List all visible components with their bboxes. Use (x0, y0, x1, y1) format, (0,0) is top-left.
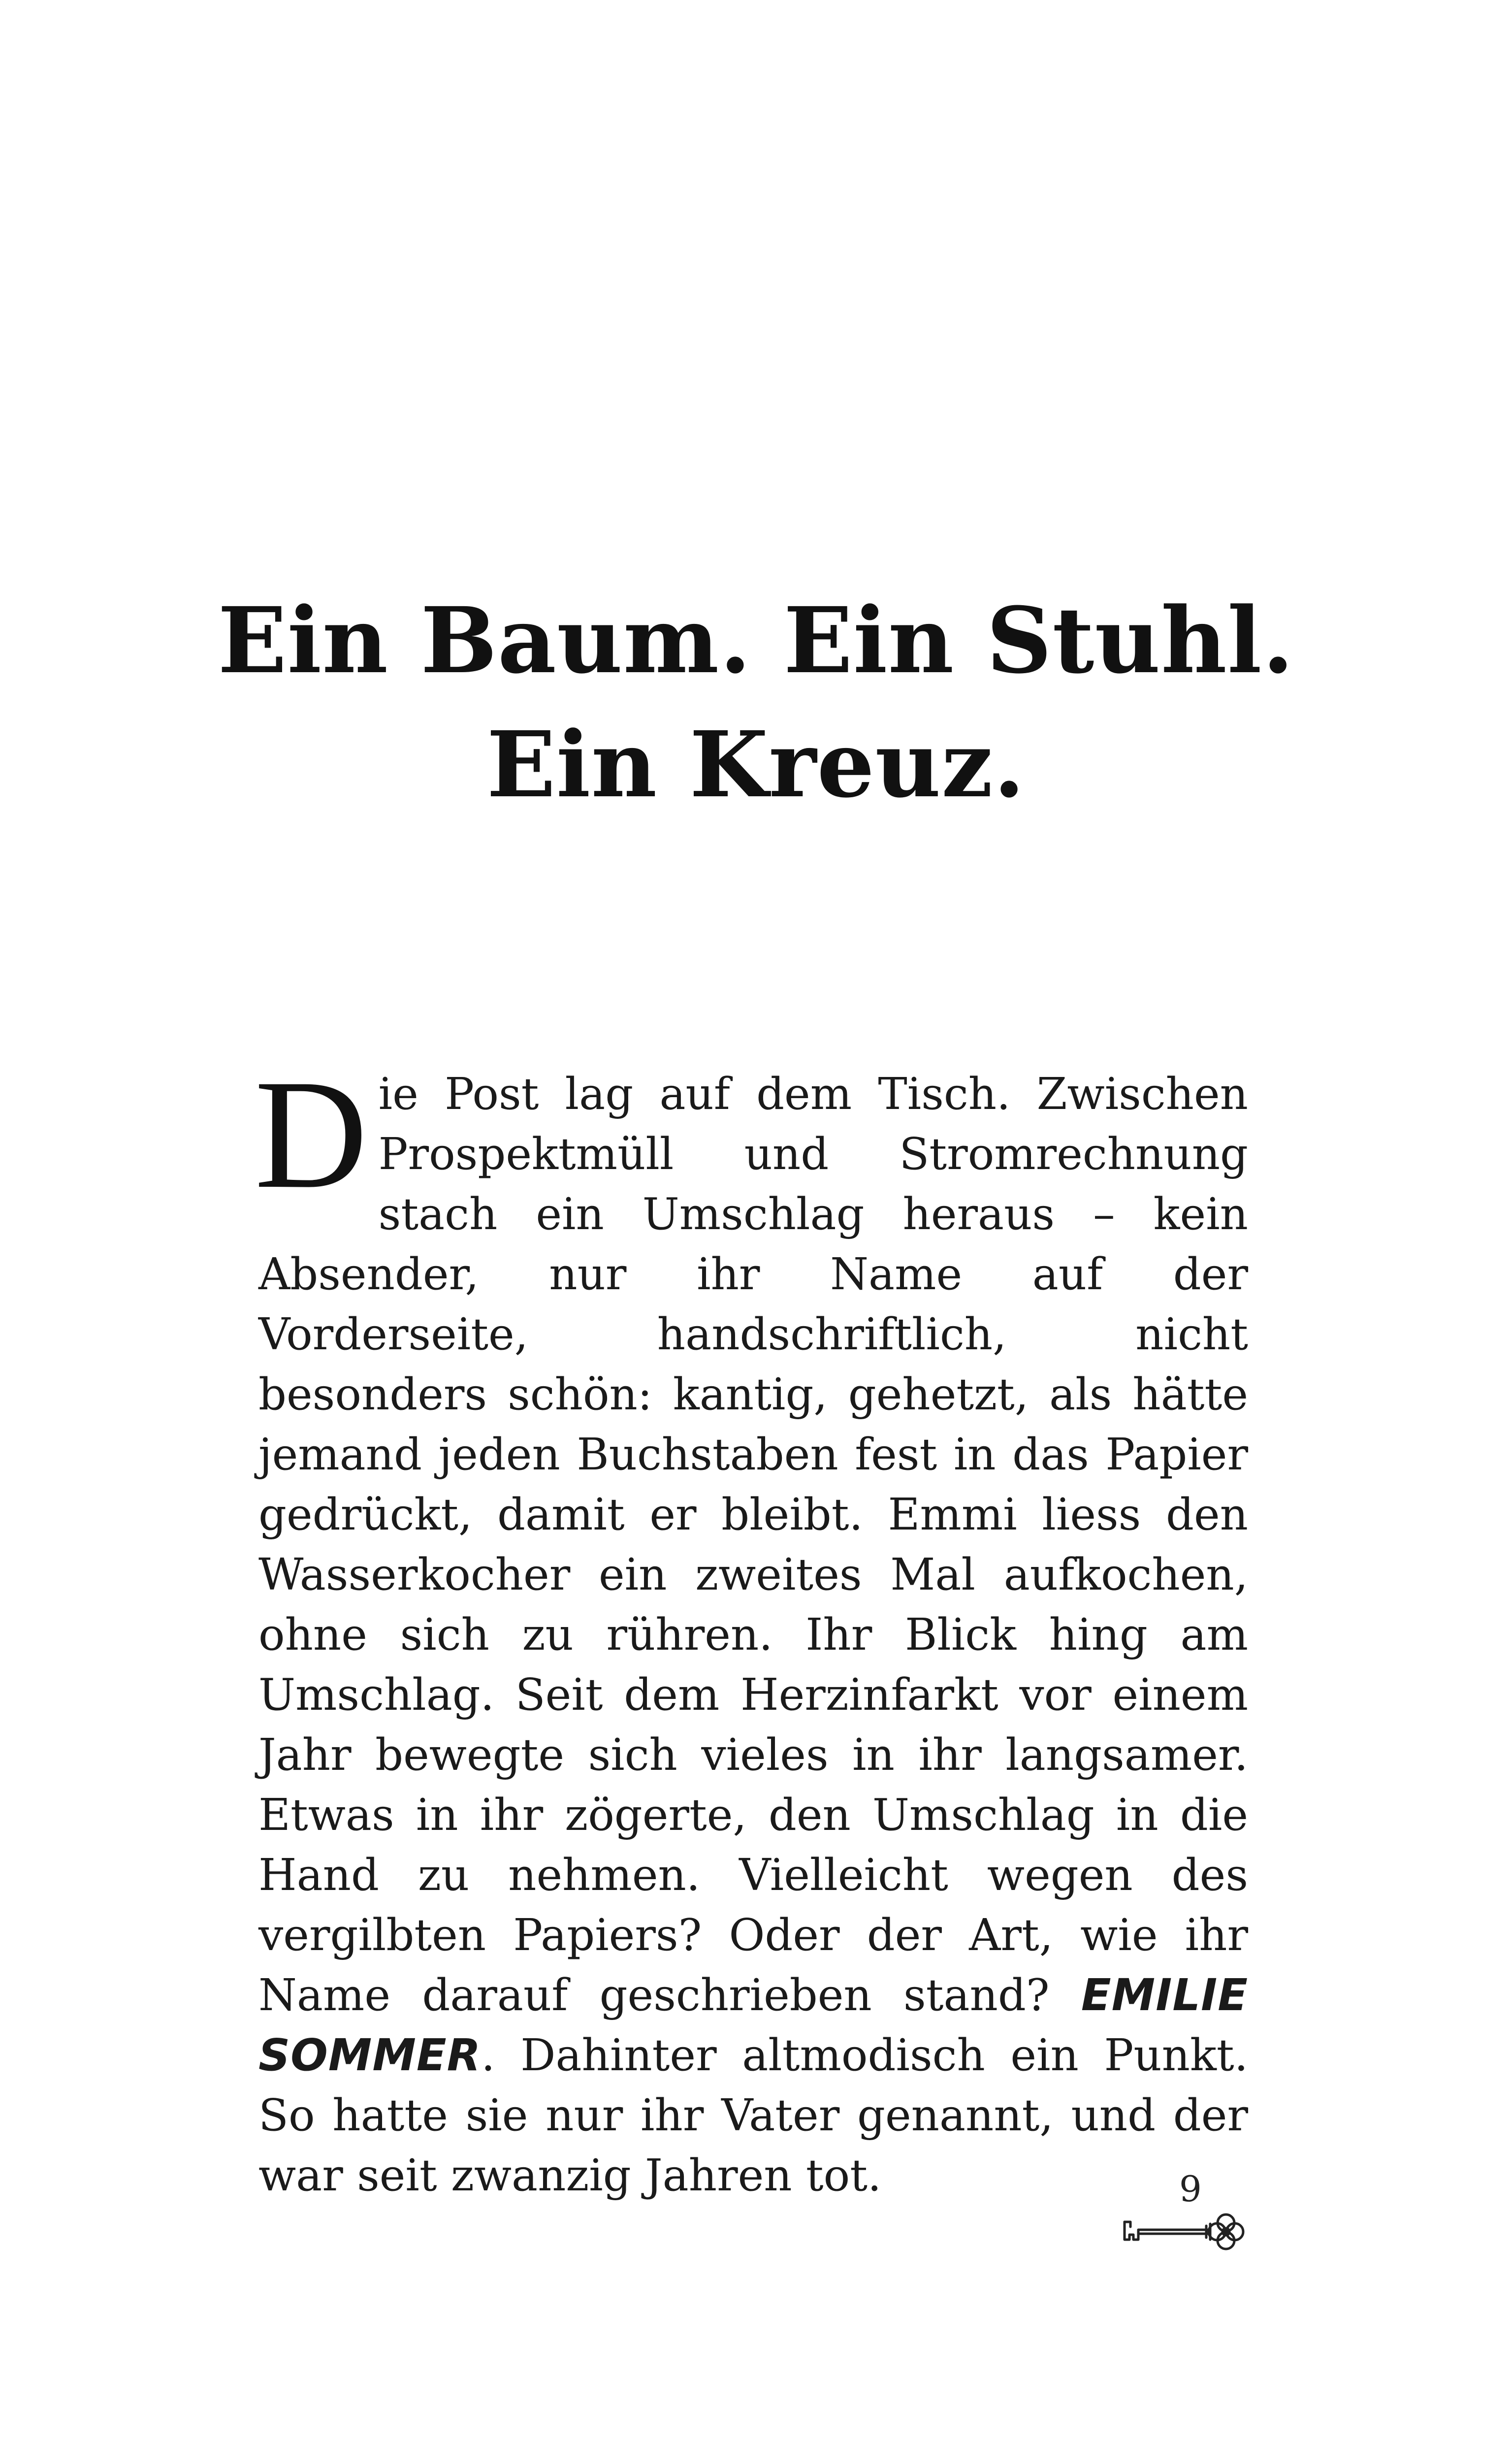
paragraph-text-end: . Dahinter altmodisch ein Punkt. So hatte sie nur ihr Vater genannt, und der war seit zwanzig Jahren tot. (258, 2029, 1248, 2201)
key-icon (1122, 2201, 1250, 2255)
emphasized-name: EMILIE SOMMER (258, 1969, 1248, 2081)
chapter-title-line-2: Ein Kreuz. (486, 712, 1026, 818)
drop-cap: D (255, 1047, 368, 1221)
body-paragraph (255, 1047, 1248, 2205)
chapter-title-line-1: Ein Baum. Ein Stuhl. (218, 587, 1294, 694)
chapter-title (0, 579, 1512, 827)
page-number: 9 (1179, 2168, 1202, 2210)
paragraph-text-start: ie Post lag auf dem Tisch. Zwischen Prospektmüll und Stromrechnung stach ein Umschlag heraus – kein Absender, nur ihr Name auf der Vorderseite, handschriftlich, nicht besonders schön: kantig, gehetzt, als hätte jemand jeden Buchstaben fest in das Papier gedrückt, damit er bleibt. Emmi liess den Wasserkocher ein zweites Mal aufkochen, ohne sich zu rühren. Ihr Blick hing am Umschlag. Seit dem Herzinfarkt vor einem Jahr bewegte sich vieles in ihr langsamer. Etwas in ihr zögerte, den Umschlag in die Hand zu nehmen. Vielleicht wegen des vergilbten Papiers? Oder der Art, wie ihr Name darauf geschrieben stand? (258, 1068, 1248, 2020)
